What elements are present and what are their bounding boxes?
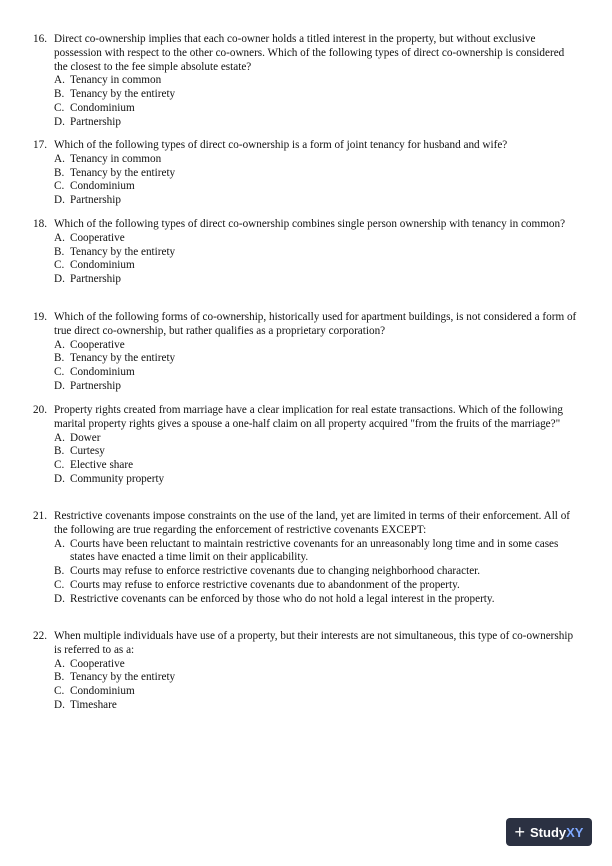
option-text: Elective share	[70, 459, 134, 472]
option-text: Curtesy	[70, 445, 105, 458]
option-letter: C.	[54, 180, 65, 193]
option-a	[54, 232, 578, 246]
option-text: Tenancy by the entirety	[70, 671, 176, 684]
option-d	[54, 593, 578, 607]
option-letter: B.	[54, 445, 65, 458]
option-letter: D.	[54, 273, 65, 286]
option-d	[54, 380, 578, 394]
question-20	[33, 404, 578, 487]
option-c	[54, 180, 578, 194]
option-letter: B.	[54, 166, 65, 179]
option-text: Partnership	[70, 379, 121, 392]
option-a	[54, 74, 578, 88]
option-d	[54, 273, 578, 287]
option-letter: C.	[54, 459, 65, 472]
option-letter: B.	[54, 352, 65, 365]
option-text: Condominium	[70, 101, 135, 114]
option-letter: C.	[54, 259, 65, 272]
option-d	[54, 473, 578, 487]
question-16	[33, 33, 578, 130]
option-c	[54, 685, 578, 699]
option-letter: C.	[54, 366, 65, 379]
option-c	[54, 459, 578, 473]
question-number: 22.	[33, 630, 47, 642]
option-list	[54, 153, 578, 208]
question-text: Direct co-ownership implies that each co-owner holds a titled interest in the property, but without exclusive possession with respect to the other co-owners. Which of the following types of direct co-ownership is considered the closest to the fee simple absolute estate?	[54, 33, 565, 73]
option-text: Tenancy in common	[70, 74, 162, 87]
option-text: Tenancy by the entirety	[70, 245, 176, 258]
option-letter: C.	[54, 578, 65, 591]
option-letter: D.	[54, 194, 65, 207]
option-list	[54, 339, 578, 394]
option-letter: A.	[54, 152, 65, 165]
option-letter: B.	[54, 88, 65, 101]
option-a	[54, 658, 578, 672]
question-17	[33, 139, 578, 208]
option-list	[54, 538, 578, 607]
option-letter: D.	[54, 698, 65, 711]
question-text: Which of the following types of direct co-ownership combines single person ownership with tenancy in common?	[54, 218, 566, 230]
option-c	[54, 579, 578, 593]
option-text: Partnership	[70, 273, 121, 286]
question-19	[33, 311, 578, 394]
question-text: Which of the following types of direct co-ownership is a form of joint tenancy for husband and wife?	[54, 139, 508, 151]
option-letter: B.	[54, 671, 65, 684]
option-letter: D.	[54, 379, 65, 392]
question-text: Property rights created from marriage have a clear implication for real estate transactions. Which of the following marital property rights gives a spouse a one-half claim on all property acquired "from the fruits of the marriage?"	[54, 404, 563, 430]
option-b	[54, 565, 578, 579]
option-a	[54, 432, 578, 446]
option-d	[54, 116, 578, 130]
option-a	[54, 339, 578, 353]
option-text: Community property	[70, 472, 165, 485]
option-c	[54, 259, 578, 273]
option-text: Tenancy by the entirety	[70, 88, 176, 101]
option-text: Tenancy by the entirety	[70, 166, 176, 179]
option-text: Partnership	[70, 115, 121, 128]
question-18	[33, 218, 578, 287]
question-number: 16.	[33, 33, 47, 45]
logo-brand-main: Study	[530, 824, 567, 840]
option-letter: B.	[54, 245, 65, 258]
question-text: Which of the following forms of co-ownership, historically used for apartment buildings, is not considered a form of true direct co-ownership, but rather qualifies as a proprietary corporation?	[54, 311, 577, 337]
question-number: 20.	[33, 404, 47, 416]
option-d	[54, 194, 578, 208]
logo-brand-accent: XY	[566, 824, 584, 840]
option-letter: A.	[54, 338, 65, 351]
option-letter: C.	[54, 685, 65, 698]
option-letter: D.	[54, 472, 65, 485]
option-b	[54, 671, 578, 685]
option-text: Partnership	[70, 194, 121, 207]
option-letter: B.	[54, 565, 65, 578]
option-text: Restrictive covenants can be enforced by those who do not hold a legal interest in the property.	[70, 592, 495, 605]
option-a	[54, 153, 578, 167]
option-text: Cooperative	[70, 657, 125, 670]
option-list	[54, 232, 578, 287]
option-list	[54, 74, 578, 129]
option-list	[54, 432, 578, 487]
option-text: Tenancy by the entirety	[70, 352, 176, 365]
studyxy-logo[interactable]	[506, 818, 592, 846]
option-letter: D.	[54, 115, 65, 128]
option-text: Courts may refuse to enforce restrictive covenants due to changing neighborhood character.	[70, 565, 481, 578]
option-text: Timeshare	[70, 698, 117, 711]
option-text: Tenancy in common	[70, 152, 162, 165]
option-text: Condominium	[70, 685, 135, 698]
option-letter: A.	[54, 537, 65, 550]
option-letter: A.	[54, 431, 65, 444]
question-number: 21.	[33, 510, 47, 522]
option-b	[54, 246, 578, 260]
option-letter: A.	[54, 74, 65, 87]
option-text: Courts may refuse to enforce restrictive covenants due to abandonment of the property.	[70, 578, 460, 591]
option-text: Cooperative	[70, 338, 125, 351]
option-d	[54, 699, 578, 713]
option-c	[54, 366, 578, 380]
option-letter: A.	[54, 657, 65, 670]
question-number: 19.	[33, 311, 47, 323]
option-b	[54, 352, 578, 366]
option-text: Cooperative	[70, 231, 125, 244]
option-text: Dower	[70, 431, 101, 444]
option-text: Condominium	[70, 366, 135, 379]
question-number: 18.	[33, 218, 47, 230]
option-list	[54, 658, 578, 713]
option-b	[54, 445, 578, 459]
question-21	[33, 510, 578, 607]
option-text: Condominium	[70, 180, 135, 193]
option-text: Courts have been reluctant to maintain restrictive covenants for an unreasonably long time and in some cases states have enacted a time limit on their applicability.	[70, 537, 559, 564]
option-letter: A.	[54, 231, 65, 244]
question-number: 17.	[33, 139, 47, 151]
option-a	[54, 538, 578, 566]
plus-icon: +	[514, 822, 526, 842]
question-text: Restrictive covenants impose constraints on the use of the land, yet are limited in terms of their enforcement. All of the following are true regarding the enforcement of restrictive covenants EXCEPT:	[54, 510, 571, 536]
option-letter: C.	[54, 101, 65, 114]
option-letter: D.	[54, 592, 65, 605]
option-c	[54, 102, 578, 116]
question-22	[33, 630, 578, 713]
question-text: When multiple individuals have use of a property, but their interests are not simultaneous, this type of co-ownership is referred to as a:	[54, 630, 574, 656]
option-text: Condominium	[70, 259, 135, 272]
option-b	[54, 167, 578, 181]
option-b	[54, 88, 578, 102]
logo-text	[530, 825, 583, 840]
